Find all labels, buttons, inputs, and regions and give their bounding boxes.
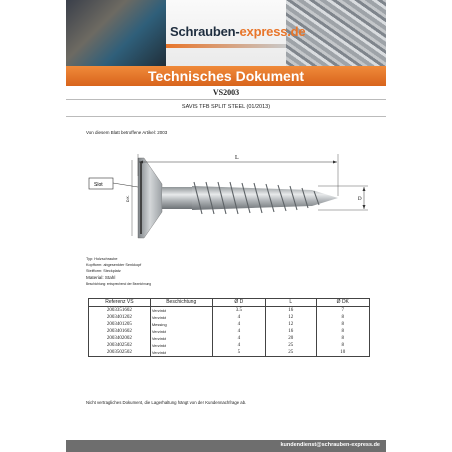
table-cell: 4	[212, 314, 265, 321]
table-cell: 2003402002	[89, 335, 151, 342]
table-cell: 12	[266, 321, 317, 328]
table-cell: 4	[212, 342, 265, 349]
screw-shank	[162, 187, 192, 209]
spec-head: Kopfform: abgesenkter Senkkopf	[86, 263, 142, 268]
spec-material: Material: Stahl	[86, 274, 116, 280]
footer-bar	[66, 440, 386, 452]
table-cell: Verzinkt	[150, 349, 212, 357]
reference-table	[88, 298, 370, 357]
spec-drive: Steifform: Steckplatz	[86, 269, 121, 274]
table-cell: Verzinkt	[150, 306, 212, 314]
column-header: Ø DK	[316, 299, 369, 307]
column-header: Referenz VS	[89, 299, 151, 307]
screw-drawing	[86, 150, 386, 245]
table-cell: 8	[316, 314, 369, 321]
column-header: Beschichtung	[150, 299, 212, 307]
table-row	[89, 314, 370, 321]
affected-articles-note: Von diesem Blatt betroffene Artikel: 2003	[86, 130, 168, 135]
head-diameter-label: D.K.	[126, 195, 130, 202]
document-number: VS2003	[212, 88, 240, 97]
diameter-arrow-top	[363, 187, 366, 191]
table-cell: 5	[212, 349, 265, 357]
table-row	[89, 349, 370, 357]
divider	[66, 116, 386, 117]
table-cell: 2003502502	[89, 349, 151, 357]
table-cell: 8	[316, 335, 369, 342]
brand-logo: Schrauben-express.de	[170, 24, 306, 39]
table-cell: Verzinkt	[150, 342, 212, 349]
table-cell: 10	[316, 349, 369, 357]
logo-underline	[166, 44, 286, 48]
table-cell: 25	[266, 342, 317, 349]
table-cell: 8	[316, 321, 369, 328]
table-cell: 3.5	[212, 306, 265, 314]
document-page	[66, 0, 386, 452]
banner-title: Technisches Dokument	[147, 68, 305, 84]
table-cell: 2003401202	[89, 314, 151, 321]
table-row	[89, 306, 370, 314]
table-cell: 2003351602	[89, 306, 151, 314]
table-cell: 4	[212, 321, 265, 328]
table-cell: 12	[266, 314, 317, 321]
table-row	[89, 328, 370, 335]
length-arrow-right	[333, 161, 337, 164]
tools-photo	[66, 0, 166, 72]
table-cell: 2003401602	[89, 328, 151, 335]
title-bar	[66, 66, 386, 86]
table-cell: 8	[316, 328, 369, 335]
table-row	[89, 335, 370, 342]
table-cell: 4	[212, 328, 265, 335]
table-cell: 2003401205	[89, 321, 151, 328]
table-cell: Verzinkt	[150, 328, 212, 335]
table-cell: 25	[266, 349, 317, 357]
table-cell: 2003402502	[89, 342, 151, 349]
table-cell: 20	[266, 335, 317, 342]
header-banner	[66, 0, 386, 72]
column-header: L	[266, 299, 317, 307]
table-header-row	[89, 299, 370, 307]
column-header: Ø D	[212, 299, 265, 307]
table-row	[89, 321, 370, 328]
table-cell: 4	[212, 335, 265, 342]
table-row	[89, 342, 370, 349]
document-subtitle: SAVIS TFB SPLIT STEEL (01/2013)	[181, 104, 271, 110]
table-cell: 16	[266, 328, 317, 335]
table-cell: Messing	[150, 321, 212, 328]
spec-coating-note: Beschichtung: entsprechend der Bezeichnung	[86, 281, 152, 286]
slot-label: Slot	[94, 182, 103, 188]
table-cell: 7	[316, 306, 369, 314]
diameter-label: D	[358, 197, 362, 202]
disclaimer-note: Nicht vertragliches Dokument, die Lagerhaltung hängt von der Kundennachfrage ab.	[86, 400, 247, 405]
spec-type: Typ: Holzschraube	[86, 257, 118, 261]
table-cell: Verzinkt	[150, 314, 212, 321]
divider	[66, 99, 386, 100]
length-label: L	[235, 155, 239, 161]
spec-list	[86, 256, 151, 287]
table-cell: 8	[316, 342, 369, 349]
diameter-arrow-bottom	[363, 205, 366, 209]
table-cell: 16	[266, 306, 317, 314]
table-cell: Verzinkt	[150, 335, 212, 342]
contact-email-link[interactable]: kundendienst@schrauben-express.de	[280, 442, 380, 448]
